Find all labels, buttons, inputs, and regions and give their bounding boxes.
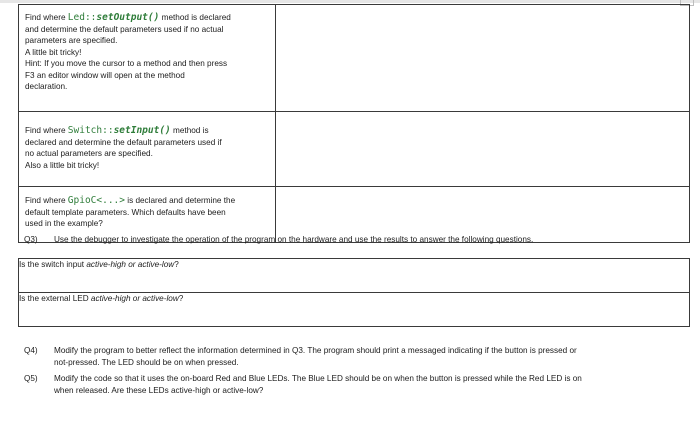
text-fragment: Find where	[25, 13, 68, 22]
question-text: Use the debugger to investigate the operation of the program on the hardware and use the results to answer the following questions.	[54, 235, 534, 244]
question-line	[25, 195, 271, 207]
question-cell-switch-active[interactable]	[19, 259, 690, 293]
text-fragment: method is	[170, 126, 209, 135]
question-cell-switch-setinput	[19, 112, 276, 187]
questions-table-2	[18, 258, 690, 327]
question-line: not-pressed. The LED should be on when pressed.	[54, 357, 239, 367]
table-row	[19, 259, 690, 293]
question-line: Modify the program to better reflect the information determined in Q3. The program should print a messaged indicating if the button is pressed or	[54, 346, 577, 355]
question-line: declaration.	[25, 82, 68, 91]
text-fragment: Is the external LED	[19, 294, 91, 303]
question-text	[54, 345, 674, 368]
text-fragment: is declared and determine the	[124, 196, 236, 205]
question-line: and determine the default parameters used if no actual	[25, 24, 224, 34]
question-number: Q5)	[24, 374, 38, 383]
question-line	[25, 12, 271, 24]
question-line: A little bit tricky!	[25, 47, 82, 57]
question-line: declared and determine the default parameters used if	[25, 137, 222, 147]
table-row	[19, 293, 690, 327]
text-fragment: Find where	[25, 126, 68, 135]
code-method: setOutput	[96, 12, 148, 23]
code-switch-setinput	[68, 125, 171, 136]
question-line: parameters are specified.	[25, 36, 118, 45]
code-parens: ()	[147, 12, 160, 23]
question-line: F3 an editor window will open at the method	[25, 70, 185, 80]
emphasis-text: active-high or active-low	[86, 260, 175, 269]
text-fragment: Is the switch input	[19, 260, 87, 269]
text-fragment: Find where	[25, 196, 68, 205]
question-q5	[24, 373, 674, 396]
text-fragment: ?	[178, 294, 184, 303]
text-fragment: method is declared	[159, 13, 231, 22]
question-cell-led-setoutput	[19, 5, 276, 112]
question-line: no actual parameters are specified.	[25, 149, 153, 158]
question-line: Modify the code so that it uses the on-board Red and Blue LEDs. The Blue LED should be on when the button is pressed while the Red LED is on	[54, 374, 582, 383]
question-line: Hint: If you move the cursor to a method and then press	[25, 59, 228, 68]
code-class: Switch	[67, 125, 103, 136]
text-fragment: ?	[174, 260, 179, 269]
answer-cell-led-setoutput[interactable]	[276, 5, 690, 112]
question-line: default template parameters. Which defaults have been	[25, 207, 226, 217]
code-class: Led	[67, 12, 85, 23]
code-sep: ::	[102, 125, 114, 136]
question-q3	[24, 234, 684, 246]
top-edge-bar	[0, 0, 700, 3]
code-parens: ()	[159, 125, 171, 136]
question-number: Q4)	[24, 346, 38, 355]
code-led-setoutput	[68, 12, 160, 23]
code-gpioc: GpioC<...>	[67, 195, 125, 206]
answer-cell-switch-setinput[interactable]	[276, 112, 690, 187]
question-line: used in the example?	[25, 219, 103, 228]
question-text	[54, 373, 674, 396]
questions-table-1	[18, 4, 690, 243]
question-q4	[24, 345, 674, 368]
emphasis-text: active-high or active-low	[90, 294, 179, 303]
question-line: when released. Are these LEDs active-high or active-low?	[54, 385, 264, 395]
table-row	[19, 112, 690, 187]
question-cell-led-active[interactable]	[19, 293, 690, 327]
table-row	[19, 5, 690, 112]
question-number: Q3)	[24, 235, 38, 244]
question-line	[25, 125, 271, 137]
code-method: setInput	[113, 125, 160, 136]
code-sep: ::	[84, 12, 97, 23]
question-line: Also a little bit tricky!	[25, 160, 100, 170]
